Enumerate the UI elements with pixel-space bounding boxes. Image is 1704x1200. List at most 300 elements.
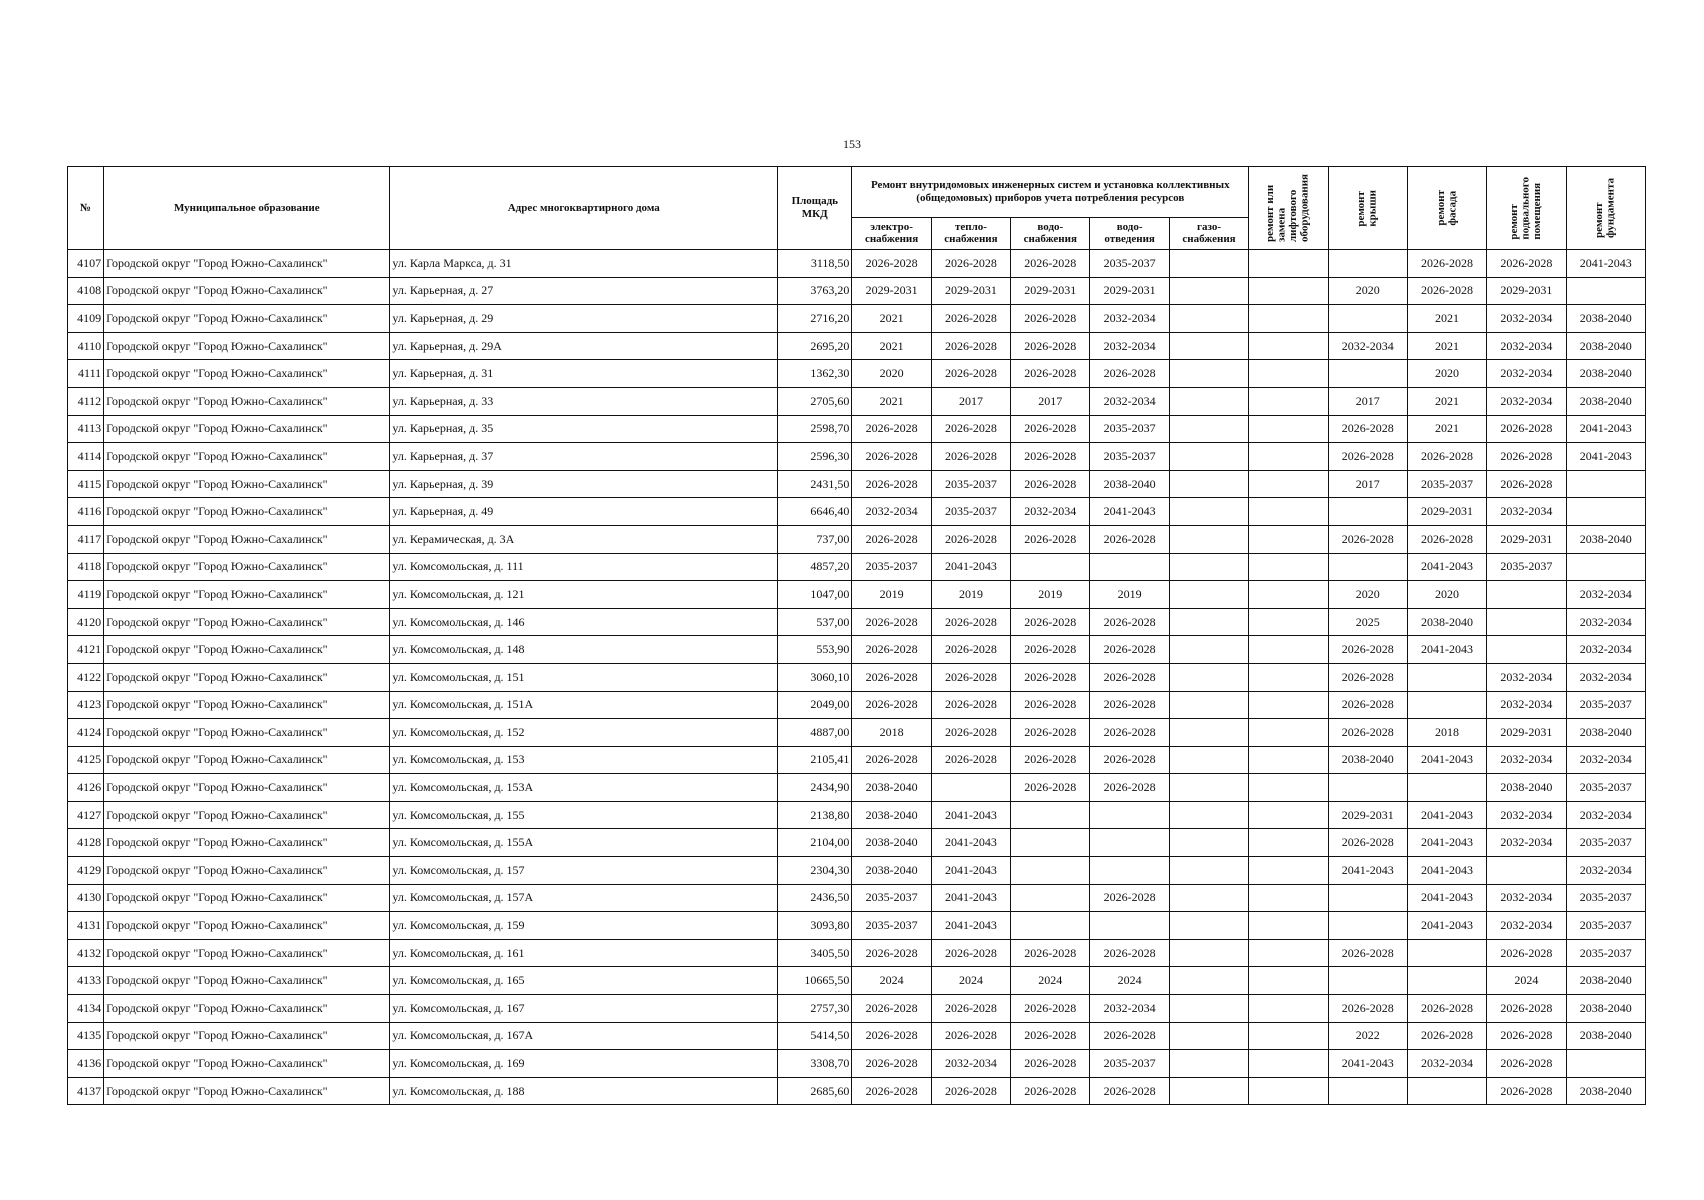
row-water: 2024 [1011, 967, 1090, 995]
row-area: 2596,30 [778, 443, 852, 471]
row-heat: 2026-2028 [931, 663, 1010, 691]
table-header [68, 167, 1646, 250]
row-electric: 2019 [852, 581, 931, 609]
row-heat: 2026-2028 [931, 250, 1010, 278]
table-row [68, 581, 1646, 609]
header-lift [1249, 167, 1328, 250]
header-facade [1407, 167, 1486, 250]
row-water [1011, 857, 1090, 885]
row-basement: 2026-2028 [1487, 939, 1566, 967]
row-address: ул. Комсомольская, д. 153 [390, 746, 778, 774]
row-gas [1169, 415, 1248, 443]
table-row [68, 553, 1646, 581]
row-electric: 2026-2028 [852, 691, 931, 719]
row-address: ул. Комсомольская, д. 111 [390, 553, 778, 581]
row-water [1011, 884, 1090, 912]
table-row [68, 636, 1646, 664]
row-municipality: Городской округ "Город Южно-Сахалинск" [104, 415, 390, 443]
row-sewer: 2041-2043 [1090, 498, 1169, 526]
row-electric: 2026-2028 [852, 525, 931, 553]
row-electric: 2020 [852, 360, 931, 388]
row-foundation: 2041-2043 [1566, 250, 1645, 278]
row-municipality: Городской округ "Город Южно-Сахалинск" [104, 801, 390, 829]
row-basement: 2032-2034 [1487, 884, 1566, 912]
row-electric: 2038-2040 [852, 829, 931, 857]
row-lift [1249, 691, 1328, 719]
row-gas [1169, 277, 1248, 305]
row-lift [1249, 829, 1328, 857]
row-water: 2026-2028 [1011, 663, 1090, 691]
row-number: 4119 [68, 581, 104, 609]
row-basement: 2032-2034 [1487, 746, 1566, 774]
row-sewer: 2026-2028 [1090, 663, 1169, 691]
row-gas [1169, 1050, 1248, 1078]
row-gas [1169, 470, 1248, 498]
row-facade: 2038-2040 [1407, 608, 1486, 636]
row-address: ул. Комсомольская, д. 161 [390, 939, 778, 967]
row-area: 1362,30 [778, 360, 852, 388]
row-foundation: 2032-2034 [1566, 746, 1645, 774]
table-row [68, 387, 1646, 415]
row-water: 2026-2028 [1011, 305, 1090, 333]
row-address: ул. Комсомольская, д. 152 [390, 719, 778, 747]
row-facade: 2020 [1407, 581, 1486, 609]
row-heat: 2026-2028 [931, 360, 1010, 388]
row-facade [1407, 774, 1486, 802]
row-address: ул. Комсомольская, д. 155 [390, 801, 778, 829]
row-heat: 2041-2043 [931, 912, 1010, 940]
table-row [68, 250, 1646, 278]
row-sewer: 2026-2028 [1090, 719, 1169, 747]
row-number: 4108 [68, 277, 104, 305]
row-facade: 2026-2028 [1407, 443, 1486, 471]
row-facade: 2041-2043 [1407, 884, 1486, 912]
row-basement: 2029-2031 [1487, 719, 1566, 747]
row-address: ул. Карьерная, д. 35 [390, 415, 778, 443]
row-lift [1249, 332, 1328, 360]
row-lift [1249, 415, 1328, 443]
row-address: ул. Комсомольская, д. 159 [390, 912, 778, 940]
row-lift [1249, 636, 1328, 664]
row-area: 6646,40 [778, 498, 852, 526]
row-area: 3405,50 [778, 939, 852, 967]
row-sewer: 2026-2028 [1090, 746, 1169, 774]
row-heat: 2035-2037 [931, 470, 1010, 498]
row-heat: 2026-2028 [931, 525, 1010, 553]
row-facade: 2041-2043 [1407, 553, 1486, 581]
row-basement [1487, 636, 1566, 664]
table-row [68, 719, 1646, 747]
row-basement: 2026-2028 [1487, 1050, 1566, 1078]
row-address: ул. Карьерная, д. 29А [390, 332, 778, 360]
row-area: 537,00 [778, 608, 852, 636]
row-sewer: 2026-2028 [1090, 939, 1169, 967]
row-basement: 2035-2037 [1487, 553, 1566, 581]
row-lift [1249, 387, 1328, 415]
row-municipality: Городской округ "Город Южно-Сахалинск" [104, 1050, 390, 1078]
row-basement: 2029-2031 [1487, 525, 1566, 553]
row-area: 2685,60 [778, 1077, 852, 1105]
row-lift [1249, 608, 1328, 636]
row-electric: 2021 [852, 387, 931, 415]
row-foundation: 2032-2034 [1566, 608, 1645, 636]
row-number: 4129 [68, 857, 104, 885]
row-roof: 2017 [1328, 387, 1407, 415]
row-municipality: Городской округ "Город Южно-Сахалинск" [104, 305, 390, 333]
row-water: 2026-2028 [1011, 443, 1090, 471]
row-number: 4131 [68, 912, 104, 940]
row-electric: 2026-2028 [852, 443, 931, 471]
row-electric: 2026-2028 [852, 1050, 931, 1078]
row-roof [1328, 884, 1407, 912]
row-foundation: 2035-2037 [1566, 912, 1645, 940]
row-roof: 2025 [1328, 608, 1407, 636]
row-water: 2026-2028 [1011, 691, 1090, 719]
row-number: 4110 [68, 332, 104, 360]
header-basement-label: ремонт подвального помещения [1508, 176, 1544, 240]
header-area: Площадь МКД [778, 167, 852, 250]
row-number: 4120 [68, 608, 104, 636]
header-num: № [68, 167, 104, 250]
row-roof: 2020 [1328, 581, 1407, 609]
row-basement [1487, 608, 1566, 636]
row-municipality: Городской округ "Город Южно-Сахалинск" [104, 498, 390, 526]
row-gas [1169, 746, 1248, 774]
row-water: 2026-2028 [1011, 250, 1090, 278]
row-sewer: 2029-2031 [1090, 277, 1169, 305]
table-row [68, 801, 1646, 829]
table-row [68, 415, 1646, 443]
header-facade-label: ремонт фасада [1434, 190, 1459, 226]
row-area: 2598,70 [778, 415, 852, 443]
row-roof: 2026-2028 [1328, 939, 1407, 967]
row-sewer: 2026-2028 [1090, 1077, 1169, 1105]
header-roof-label: ремонт крыши [1355, 189, 1379, 227]
row-basement: 2032-2034 [1487, 360, 1566, 388]
row-sewer: 2035-2037 [1090, 250, 1169, 278]
row-electric: 2026-2028 [852, 1077, 931, 1105]
row-basement: 2032-2034 [1487, 332, 1566, 360]
row-area: 2049,00 [778, 691, 852, 719]
row-foundation: 2035-2037 [1566, 691, 1645, 719]
table-row [68, 470, 1646, 498]
row-sewer: 2032-2034 [1090, 332, 1169, 360]
row-municipality: Городской округ "Город Южно-Сахалинск" [104, 719, 390, 747]
row-address: ул. Карьерная, д. 39 [390, 470, 778, 498]
row-gas [1169, 912, 1248, 940]
row-number: 4121 [68, 636, 104, 664]
row-number: 4125 [68, 746, 104, 774]
row-municipality: Городской округ "Город Южно-Сахалинск" [104, 553, 390, 581]
row-electric: 2026-2028 [852, 663, 931, 691]
row-address: ул. Комсомольская, д. 169 [390, 1050, 778, 1078]
row-sewer: 2026-2028 [1090, 691, 1169, 719]
row-gas [1169, 332, 1248, 360]
row-sewer: 2026-2028 [1090, 636, 1169, 664]
row-number: 4123 [68, 691, 104, 719]
table-row [68, 663, 1646, 691]
row-address: ул. Комсомольская, д. 157 [390, 857, 778, 885]
row-address: ул. Комсомольская, д. 157А [390, 884, 778, 912]
header-gas: газо-снабжения [1169, 217, 1248, 249]
table-row [68, 498, 1646, 526]
row-municipality: Городской округ "Город Южно-Сахалинск" [104, 746, 390, 774]
row-gas [1169, 360, 1248, 388]
row-water: 2026-2028 [1011, 995, 1090, 1023]
table-row [68, 691, 1646, 719]
row-heat: 2026-2028 [931, 1077, 1010, 1105]
row-heat: 2041-2043 [931, 553, 1010, 581]
row-facade [1407, 691, 1486, 719]
row-gas [1169, 691, 1248, 719]
row-water: 2026-2028 [1011, 939, 1090, 967]
row-number: 4135 [68, 1022, 104, 1050]
row-gas [1169, 774, 1248, 802]
row-foundation: 2038-2040 [1566, 1077, 1645, 1105]
row-area: 4857,20 [778, 553, 852, 581]
row-water: 2026-2028 [1011, 1077, 1090, 1105]
row-basement: 2032-2034 [1487, 498, 1566, 526]
row-gas [1169, 967, 1248, 995]
row-number: 4134 [68, 995, 104, 1023]
row-area: 4887,00 [778, 719, 852, 747]
row-foundation: 2032-2034 [1566, 636, 1645, 664]
row-basement: 2032-2034 [1487, 829, 1566, 857]
row-heat: 2026-2028 [931, 332, 1010, 360]
row-facade: 2026-2028 [1407, 277, 1486, 305]
row-foundation: 2035-2037 [1566, 884, 1645, 912]
row-area: 3093,80 [778, 912, 852, 940]
row-municipality: Городской округ "Город Южно-Сахалинск" [104, 884, 390, 912]
row-lift [1249, 1022, 1328, 1050]
row-number: 4107 [68, 250, 104, 278]
row-area: 737,00 [778, 525, 852, 553]
row-electric: 2032-2034 [852, 498, 931, 526]
row-address: ул. Карьерная, д. 33 [390, 387, 778, 415]
row-municipality: Городской округ "Город Южно-Сахалинск" [104, 663, 390, 691]
row-lift [1249, 939, 1328, 967]
row-address: ул. Комсомольская, д. 167А [390, 1022, 778, 1050]
row-foundation: 2035-2037 [1566, 829, 1645, 857]
row-sewer: 2026-2028 [1090, 884, 1169, 912]
row-municipality: Городской округ "Город Южно-Сахалинск" [104, 277, 390, 305]
row-heat: 2026-2028 [931, 415, 1010, 443]
table-row [68, 1077, 1646, 1105]
row-roof: 2026-2028 [1328, 719, 1407, 747]
row-sewer: 2032-2034 [1090, 387, 1169, 415]
row-water: 2017 [1011, 387, 1090, 415]
row-facade: 2021 [1407, 305, 1486, 333]
row-water: 2026-2028 [1011, 774, 1090, 802]
table-row [68, 884, 1646, 912]
row-lift [1249, 912, 1328, 940]
row-electric: 2024 [852, 967, 931, 995]
row-electric: 2035-2037 [852, 884, 931, 912]
row-heat: 2032-2034 [931, 1050, 1010, 1078]
row-water: 2026-2028 [1011, 1022, 1090, 1050]
row-foundation: 2041-2043 [1566, 415, 1645, 443]
row-foundation [1566, 470, 1645, 498]
row-roof: 2041-2043 [1328, 1050, 1407, 1078]
row-heat: 2026-2028 [931, 995, 1010, 1023]
row-roof: 2022 [1328, 1022, 1407, 1050]
row-lift [1249, 857, 1328, 885]
row-foundation: 2038-2040 [1566, 995, 1645, 1023]
row-electric: 2018 [852, 719, 931, 747]
row-area: 2695,20 [778, 332, 852, 360]
row-number: 4115 [68, 470, 104, 498]
row-number: 4112 [68, 387, 104, 415]
row-heat [931, 774, 1010, 802]
row-address: ул. Комсомольская, д. 148 [390, 636, 778, 664]
row-roof [1328, 553, 1407, 581]
row-municipality: Городской округ "Город Южно-Сахалинск" [104, 470, 390, 498]
row-foundation: 2038-2040 [1566, 332, 1645, 360]
row-gas [1169, 857, 1248, 885]
row-basement: 2032-2034 [1487, 691, 1566, 719]
row-municipality: Городской округ "Город Южно-Сахалинск" [104, 1022, 390, 1050]
row-municipality: Городской округ "Город Южно-Сахалинск" [104, 360, 390, 388]
row-foundation [1566, 498, 1645, 526]
row-gas [1169, 829, 1248, 857]
row-address: ул. Комсомольская, д. 121 [390, 581, 778, 609]
table-row [68, 305, 1646, 333]
row-heat: 2026-2028 [931, 443, 1010, 471]
row-heat: 2026-2028 [931, 719, 1010, 747]
table-row [68, 746, 1646, 774]
row-sewer [1090, 801, 1169, 829]
row-facade: 2026-2028 [1407, 525, 1486, 553]
row-municipality: Городской округ "Город Южно-Сахалинск" [104, 857, 390, 885]
row-municipality: Городской округ "Город Южно-Сахалинск" [104, 1077, 390, 1105]
row-roof [1328, 912, 1407, 940]
row-address: ул. Карьерная, д. 31 [390, 360, 778, 388]
row-number: 4116 [68, 498, 104, 526]
row-area: 2104,00 [778, 829, 852, 857]
row-heat: 2017 [931, 387, 1010, 415]
row-roof: 2026-2028 [1328, 525, 1407, 553]
row-roof: 2029-2031 [1328, 801, 1407, 829]
row-sewer: 2032-2034 [1090, 305, 1169, 333]
row-heat: 2041-2043 [931, 857, 1010, 885]
row-address: ул. Карьерная, д. 49 [390, 498, 778, 526]
row-facade: 2041-2043 [1407, 912, 1486, 940]
row-facade: 2041-2043 [1407, 801, 1486, 829]
row-roof: 2026-2028 [1328, 636, 1407, 664]
table-row [68, 857, 1646, 885]
row-roof [1328, 305, 1407, 333]
header-roof [1328, 167, 1407, 250]
row-basement: 2032-2034 [1487, 663, 1566, 691]
row-basement: 2026-2028 [1487, 470, 1566, 498]
row-roof: 2032-2034 [1328, 332, 1407, 360]
row-facade [1407, 663, 1486, 691]
row-lift [1249, 525, 1328, 553]
row-area: 3118,50 [778, 250, 852, 278]
row-number: 4111 [68, 360, 104, 388]
row-facade: 2026-2028 [1407, 995, 1486, 1023]
row-water: 2026-2028 [1011, 470, 1090, 498]
row-facade: 2041-2043 [1407, 857, 1486, 885]
row-sewer: 2035-2037 [1090, 415, 1169, 443]
row-water: 2029-2031 [1011, 277, 1090, 305]
row-gas [1169, 884, 1248, 912]
row-facade: 2026-2028 [1407, 250, 1486, 278]
row-basement: 2024 [1487, 967, 1566, 995]
row-water: 2026-2028 [1011, 415, 1090, 443]
row-sewer: 2035-2037 [1090, 443, 1169, 471]
row-foundation: 2035-2037 [1566, 774, 1645, 802]
row-lift [1249, 498, 1328, 526]
row-number: 4128 [68, 829, 104, 857]
row-number: 4122 [68, 663, 104, 691]
row-foundation: 2038-2040 [1566, 305, 1645, 333]
row-foundation: 2038-2040 [1566, 1022, 1645, 1050]
header-lift-label: ремонт или замена лифтового оборудования [1264, 174, 1311, 242]
row-municipality: Городской округ "Город Южно-Сахалинск" [104, 525, 390, 553]
header-heat: тепло-снабжения [931, 217, 1010, 249]
row-address: ул. Керамическая, д. 3А [390, 525, 778, 553]
row-water: 2026-2028 [1011, 636, 1090, 664]
row-electric: 2026-2028 [852, 1022, 931, 1050]
row-water [1011, 912, 1090, 940]
row-heat: 2026-2028 [931, 1022, 1010, 1050]
row-facade: 2041-2043 [1407, 746, 1486, 774]
row-electric: 2038-2040 [852, 857, 931, 885]
table-body [68, 250, 1646, 1105]
table-row [68, 1022, 1646, 1050]
header-basement [1487, 167, 1566, 250]
row-water [1011, 801, 1090, 829]
row-sewer: 2038-2040 [1090, 470, 1169, 498]
row-lift [1249, 663, 1328, 691]
row-address: ул. Карьерная, д. 29 [390, 305, 778, 333]
row-address: ул. Комсомольская, д. 151А [390, 691, 778, 719]
row-foundation: 2038-2040 [1566, 360, 1645, 388]
row-municipality: Городской округ "Город Южно-Сахалинск" [104, 829, 390, 857]
row-heat: 2029-2031 [931, 277, 1010, 305]
row-gas [1169, 553, 1248, 581]
row-gas [1169, 801, 1248, 829]
row-municipality: Городской округ "Город Южно-Сахалинск" [104, 387, 390, 415]
row-area: 3060,10 [778, 663, 852, 691]
row-roof: 2041-2043 [1328, 857, 1407, 885]
row-address: ул. Комсомольская, д. 188 [390, 1077, 778, 1105]
table-row [68, 912, 1646, 940]
row-municipality: Городской округ "Город Южно-Сахалинск" [104, 332, 390, 360]
row-electric: 2026-2028 [852, 746, 931, 774]
header-address: Адрес многоквартирного дома [390, 167, 778, 250]
row-number: 4127 [68, 801, 104, 829]
row-electric: 2038-2040 [852, 801, 931, 829]
row-address: ул. Карьерная, д. 27 [390, 277, 778, 305]
row-lift [1249, 277, 1328, 305]
row-municipality: Городской округ "Город Южно-Сахалинск" [104, 912, 390, 940]
row-municipality: Городской округ "Город Южно-Сахалинск" [104, 774, 390, 802]
table-row [68, 939, 1646, 967]
page-number: 153 [843, 137, 861, 151]
row-facade: 2041-2043 [1407, 636, 1486, 664]
row-water [1011, 553, 1090, 581]
row-sewer: 2035-2037 [1090, 1050, 1169, 1078]
row-electric: 2035-2037 [852, 912, 931, 940]
row-foundation: 2032-2034 [1566, 581, 1645, 609]
row-address: ул. Комсомольская, д. 153А [390, 774, 778, 802]
row-roof [1328, 774, 1407, 802]
row-roof: 2038-2040 [1328, 746, 1407, 774]
row-lift [1249, 360, 1328, 388]
row-municipality: Городской округ "Город Южно-Сахалинск" [104, 995, 390, 1023]
